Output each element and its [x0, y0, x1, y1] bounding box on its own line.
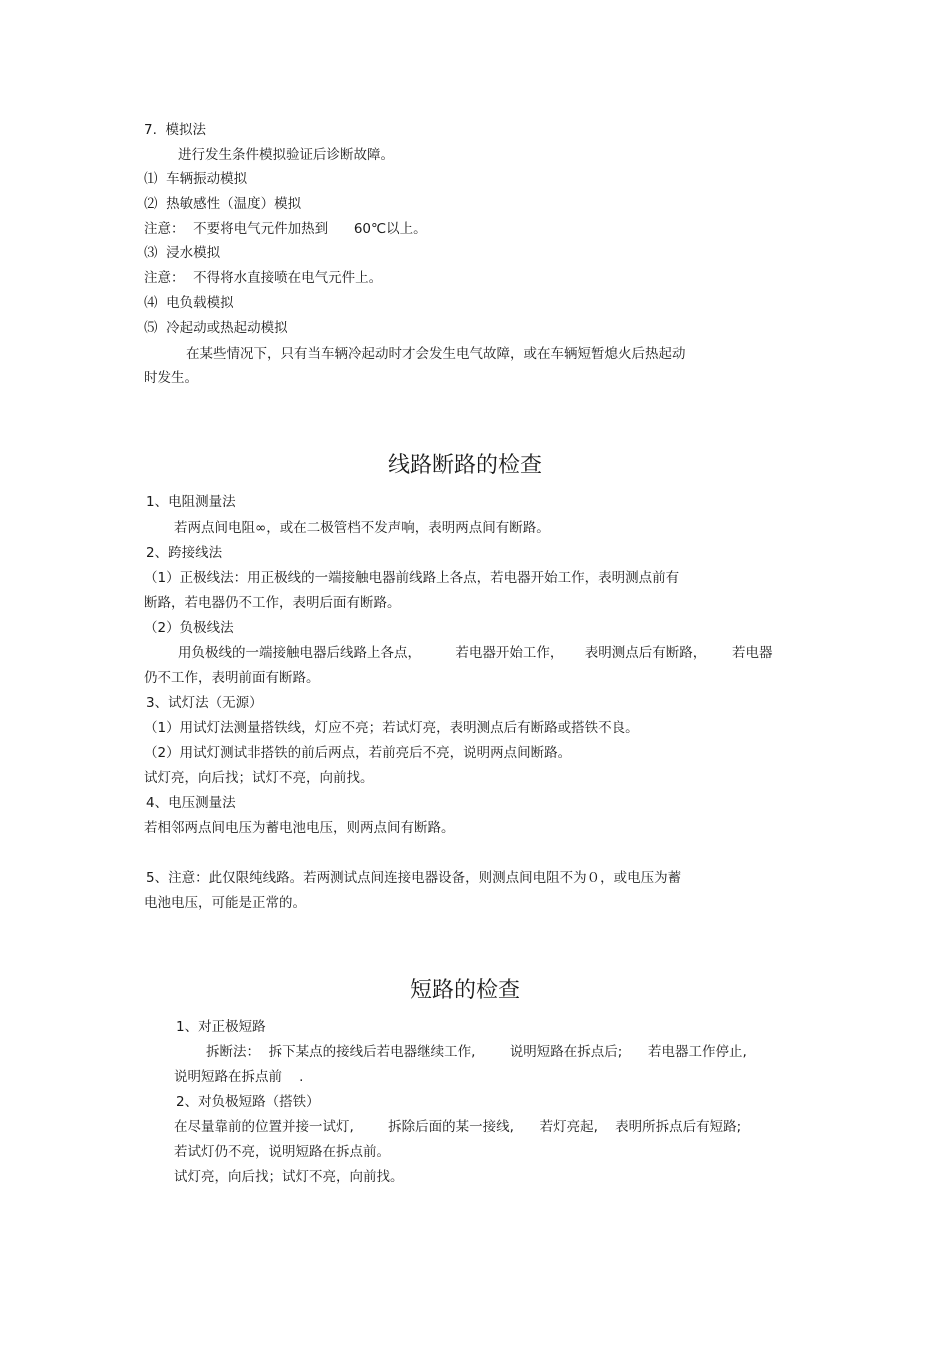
list-item: ⑶ 浸水模拟 [144, 245, 221, 261]
paragraph: （1）用试灯法测量搭铁线，灯应不亮；若试灯亮，表明测点后有断路或搭铁不良。 [144, 720, 639, 736]
paragraph: 试灯亮，向后找；试灯不亮，向前找。 [174, 1169, 404, 1185]
section-heading: 7. 模拟法 [144, 122, 206, 138]
list-item: ⑴ 车辆振动模拟 [144, 171, 248, 187]
paragraph: 进行发生条件模拟验证后诊断故障。 [178, 147, 394, 163]
paragraph: 仍不工作，表明前面有断路。 [144, 670, 320, 686]
paragraph: 若两点间电阻∞，或在二极管档不发声响，表明两点间有断路。 [174, 520, 550, 536]
paragraph: 电池电压，可能是正常的。 [144, 895, 306, 911]
list-item: ⑷ 电负载模拟 [144, 295, 234, 311]
paragraph: 拆断法： 拆下某点的接线后若电器继续工作, 说明短路在拆点后; 若电器工作停止, [206, 1044, 747, 1060]
paragraph: 说明短路在拆点前 . [174, 1069, 304, 1085]
section-heading: 1、对正极短路 [176, 1019, 266, 1035]
list-item: ⑵ 热敏感性（温度）模拟 [144, 196, 302, 212]
paragraph: 用负极线的一端接触电器后线路上各点， 若电器开始工作， 表明测点后有断路， 若电器 [178, 645, 773, 661]
paragraph: 在某些情况下，只有当车辆冷起动时才会发生电气故障，或在车辆短暂熄火后热起动 [186, 346, 686, 362]
page-title: 线路断路的检查 [387, 453, 542, 478]
page-title: 短路的检查 [409, 978, 520, 1003]
paragraph: 时发生。 [144, 370, 198, 386]
section-heading: 2、跨接线法 [146, 545, 223, 561]
note-text: 注意： 不要将电气元件加热到 60℃以上。 [144, 221, 427, 237]
sub-heading: （2）负极线法 [144, 620, 234, 636]
paragraph: 若试灯仍不亮，说明短路在拆点前。 [174, 1144, 390, 1160]
note-text: 注意： 不得将水直接喷在电气元件上。 [144, 270, 383, 286]
paragraph: 试灯亮，向后找；试灯不亮，向前找。 [144, 770, 374, 786]
paragraph: 在尽量靠前的位置并接一试灯, 拆除后面的某一接线, 若灯亮起, 表明所拆点后有短路; [174, 1119, 742, 1135]
paragraph: 若相邻两点间电压为蓄电池电压，则两点间有断路。 [144, 820, 455, 836]
section-heading: 2、对负极短路（搭铁） [176, 1094, 320, 1110]
section-heading: 1、电阻测量法 [146, 494, 236, 510]
paragraph: 断路，若电器仍不工作，表明后面有断路。 [144, 595, 401, 611]
section-heading: 3、试灯法（无源） [146, 695, 263, 711]
note-text: 5、注意：此仅限纯线路。若两测试点间连接电器设备，则测点间电阻不为０，或电压为蓄 [146, 870, 682, 886]
paragraph: （1）正极线法：用正极线的一端接触电器前线路上各点，若电器开始工作，表明测点前有 [144, 570, 680, 586]
list-item: ⑸ 冷起动或热起动模拟 [144, 320, 288, 336]
section-heading: 4、电压测量法 [146, 795, 236, 811]
paragraph: （2）用试灯测试非搭铁的前后两点，若前亮后不亮，说明两点间断路。 [144, 745, 572, 761]
